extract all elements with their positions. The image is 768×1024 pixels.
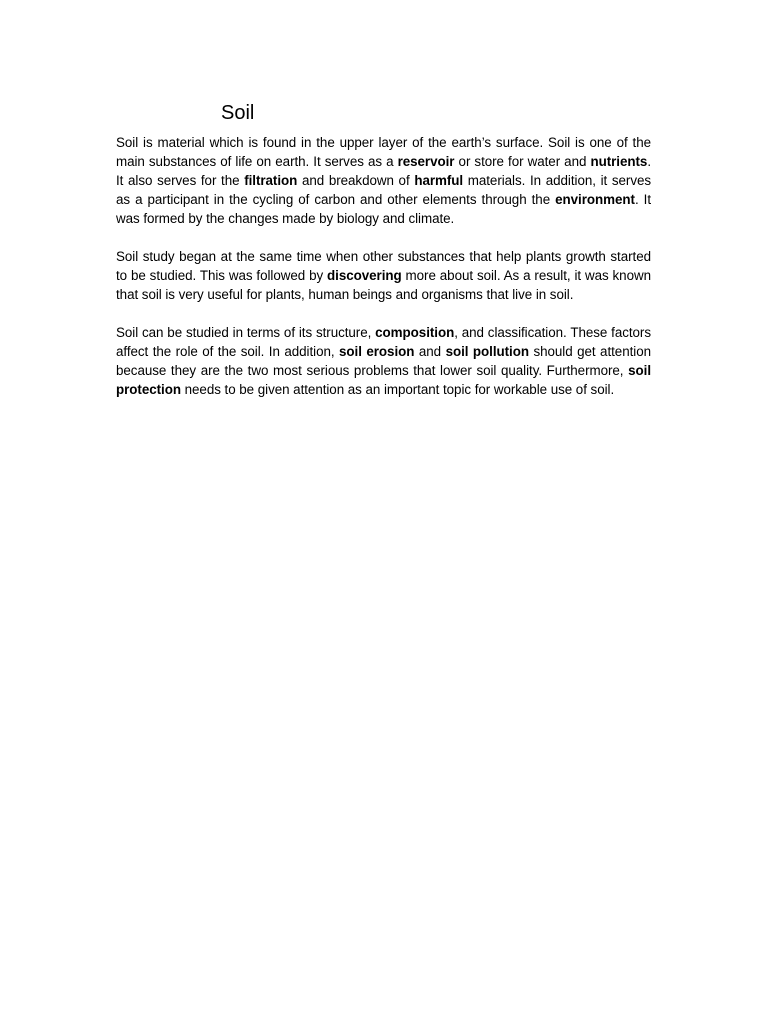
emphasized-term: soil protection [116,363,651,397]
text-run: , and classification. These factors affect the role of the soil. In addition, [116,325,651,359]
emphasized-term: environment [555,192,635,207]
text-run: more about soil. As a result, it was known that soil is very useful for plants, human beings and organisms that live in soil. [116,268,651,302]
emphasized-term: harmful [414,173,464,188]
text-run: . It was formed by the changes made by biology and climate. [116,192,651,226]
text-run: . It also serves for the [116,154,651,188]
emphasized-term: soil erosion [339,344,415,359]
paragraph-soil-topics [116,323,651,399]
emphasized-term: filtration [244,173,298,188]
paragraph-soil-study [116,247,651,304]
text-run: or store for water and [454,154,591,169]
text-run: Soil is material which is found in the upper layer of the earth’s surface. Soil is one of the main substances of life on earth. It serves as a [116,135,651,169]
emphasized-term: soil pollution [445,344,529,359]
document-body [116,133,651,418]
text-run: needs to be given attention as an important topic for workable use of soil. [180,382,615,397]
text-run: Soil study began at the same time when other substances that help plants growth started to be studied. This was followed by [116,249,651,283]
text-run: Soil can be studied in terms of its structure, [116,325,376,340]
text-run: materials. In addition, it serves as a participant in the cycling of carbon and other elements through the [116,173,652,207]
emphasized-term: reservoir [397,154,455,169]
emphasized-term: composition [375,325,455,340]
emphasized-term: nutrients [590,154,648,169]
text-run: should get attention because they are the two most serious problems that lower soil quality. Furthermore, [116,344,651,378]
text-run: and [414,344,446,359]
emphasized-term: discovering [327,268,402,283]
document-title: Soil [221,102,255,124]
text-run: and breakdown of [297,173,415,188]
paragraph-soil-definition [116,133,651,228]
